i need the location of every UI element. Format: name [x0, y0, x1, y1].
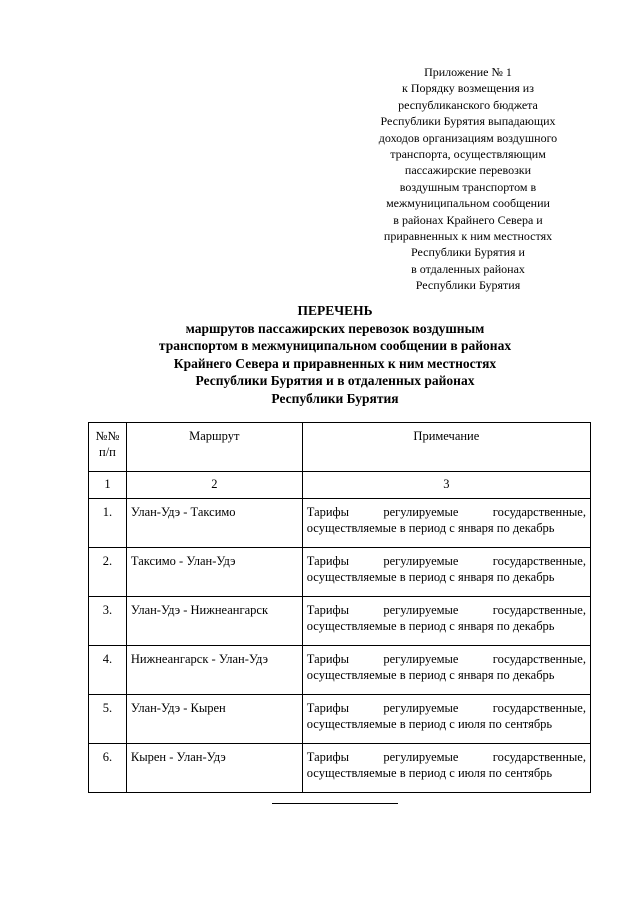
- title-line: транспортом в межмуниципальном сообщении в районах: [158, 338, 512, 354]
- row-number: 5.: [89, 695, 127, 744]
- appendix-line: приравненных к ним местностях: [383, 229, 553, 244]
- appendix-line: Республики Бурятия: [415, 278, 521, 293]
- row-number: 6.: [89, 744, 127, 793]
- appendix-line: доходов организациям воздушного: [378, 130, 558, 145]
- appendix-line: Республики Бурятия и: [411, 245, 525, 260]
- appendix-line: пассажирские перевозки: [404, 163, 532, 178]
- column-number: 1: [89, 472, 127, 499]
- row-number: 2.: [89, 548, 127, 597]
- header-route: Маршрут: [126, 423, 302, 472]
- note-cell: Тарифы регулируемые государственные, осуществляемые в период с июля по сентябрь: [302, 695, 590, 744]
- routes-table: [88, 422, 591, 793]
- note-cell: Тарифы регулируемые государственные, осуществляемые в период с января по декабрь: [302, 597, 590, 646]
- note-cell: Тарифы регулируемые государственные, осуществляемые в период с января по декабрь: [302, 548, 590, 597]
- table-row: [89, 499, 591, 548]
- appendix-line: межмуниципальном сообщении: [386, 196, 550, 211]
- appendix-line: Приложение № 1: [424, 65, 512, 79]
- title-line: Республики Бурятия: [271, 390, 399, 406]
- column-number: 2: [126, 472, 302, 499]
- appendix-line: воздушным транспортом в: [399, 179, 537, 194]
- document-title: [90, 302, 580, 408]
- header-number: [89, 423, 127, 472]
- route-cell: Улан-Удэ - Таксимо: [126, 499, 302, 548]
- row-number: 3.: [89, 597, 127, 646]
- row-number: 1.: [89, 499, 127, 548]
- title-line: маршрутов пассажирских перевозок воздушным: [185, 320, 485, 336]
- route-cell: Улан-Удэ - Кырен: [126, 695, 302, 744]
- appendix-line: транспорта, осуществляющим: [390, 147, 546, 162]
- route-cell: Нижнеангарск - Улан-Удэ: [126, 646, 302, 695]
- title-line: ПЕРЕЧЕНЬ: [297, 303, 373, 318]
- note-cell: Тарифы регулируемые государственные, осуществляемые в период с июля по сентябрь: [302, 744, 590, 793]
- route-cell: Улан-Удэ - Нижнеангарск: [126, 597, 302, 646]
- appendix-line: в районах Крайнего Севера и: [393, 212, 543, 227]
- header-number-line2: п/п: [99, 444, 116, 459]
- title-line: Крайнего Севера и приравненных к ним местностях: [173, 355, 497, 371]
- table-row: [89, 695, 591, 744]
- column-number: 3: [302, 472, 590, 499]
- route-cell: Таксимо - Улан-Удэ: [126, 548, 302, 597]
- appendix-line: Республики Бурятия выпадающих: [380, 114, 556, 129]
- row-number: 4.: [89, 646, 127, 695]
- appendix-line: в отдаленных районах: [411, 261, 525, 276]
- footer-divider: [272, 803, 398, 804]
- appendix-header: [356, 64, 580, 294]
- route-cell: Кырен - Улан-Удэ: [126, 744, 302, 793]
- appendix-line: к Порядку возмещения из: [402, 81, 534, 96]
- table-row: [89, 744, 591, 793]
- note-cell: Тарифы регулируемые государственные, осуществляемые в период с января по декабрь: [302, 646, 590, 695]
- table-row: [89, 597, 591, 646]
- note-cell: Тарифы регулируемые государственные, осуществляемые в период с января по декабрь: [302, 499, 590, 548]
- table-row: [89, 548, 591, 597]
- appendix-line: республиканского бюджета: [398, 97, 538, 112]
- table-header-row: [89, 423, 591, 472]
- column-number-row: [89, 472, 591, 499]
- header-note: Примечание: [302, 423, 590, 472]
- title-line: Республики Бурятия и в отдаленных районах: [195, 373, 475, 389]
- table-row: [89, 646, 591, 695]
- header-number-line1: №№: [95, 429, 120, 443]
